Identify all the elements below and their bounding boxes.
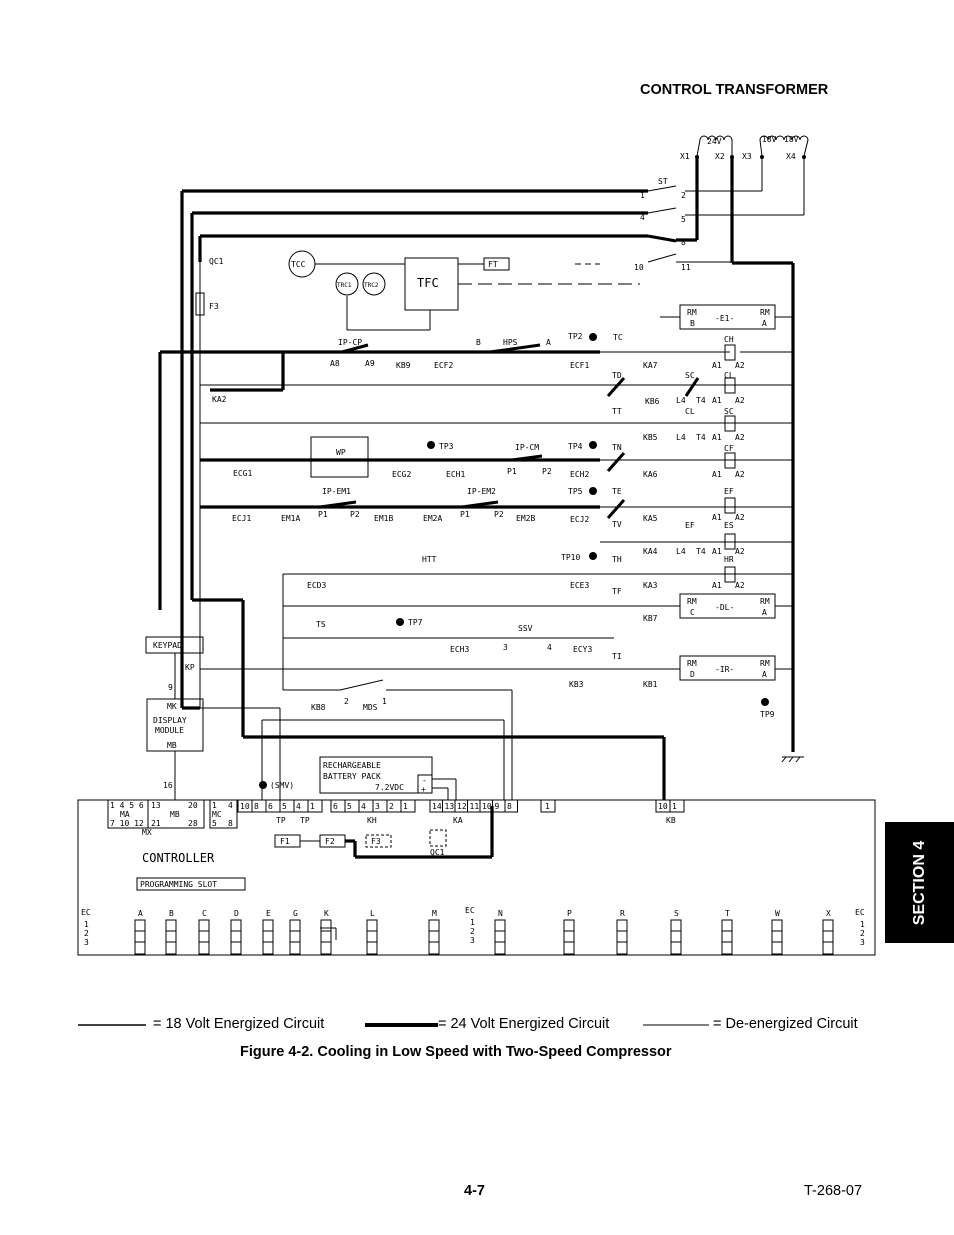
- svg-text:WP: WP: [336, 448, 346, 457]
- svg-text:4: 4: [547, 643, 552, 652]
- svg-text:EC: EC: [855, 908, 865, 917]
- ec-number: 1: [860, 920, 865, 929]
- svg-text:A: A: [762, 670, 767, 679]
- svg-text:IP-EM2: IP-EM2: [467, 487, 496, 496]
- ec-number: 3: [470, 936, 475, 945]
- svg-text:1: 1: [545, 802, 550, 811]
- svg-text:+: +: [421, 785, 426, 794]
- svg-text:2: 2: [344, 697, 349, 706]
- svg-text:TV: TV: [612, 520, 622, 529]
- svg-text:ECE3: ECE3: [570, 581, 590, 590]
- ec-pin-label: N: [498, 909, 503, 918]
- svg-text:TP: TP: [300, 816, 310, 825]
- svg-text:CL: CL: [685, 407, 695, 416]
- svg-text:CL: CL: [724, 371, 734, 380]
- svg-text:ECY3: ECY3: [573, 645, 593, 654]
- svg-text:KB: KB: [666, 816, 676, 825]
- svg-text:TD: TD: [612, 371, 622, 380]
- svg-text:ECH1: ECH1: [446, 470, 466, 479]
- svg-text:(SMV): (SMV): [270, 781, 295, 790]
- legend-18v: = 18 Volt Energized Circuit: [153, 1016, 325, 1032]
- svg-text:T4: T4: [696, 433, 706, 442]
- ec-pin-label: T: [725, 909, 730, 918]
- svg-text:A: A: [762, 608, 767, 617]
- svg-text:CH: CH: [724, 335, 734, 344]
- svg-text:A2: A2: [735, 433, 745, 442]
- ec-number: 1: [84, 920, 89, 929]
- ec-pin-socket: [231, 920, 241, 954]
- svg-text:11: 11: [681, 263, 691, 272]
- rung-4: [233, 437, 745, 479]
- ec-number: 2: [84, 929, 89, 938]
- svg-text:PROGRAMMING SLOT: PROGRAMMING SLOT: [140, 880, 218, 889]
- svg-text:9: 9: [168, 683, 173, 692]
- svg-text:TP4: TP4: [568, 442, 583, 451]
- left-protection: [196, 257, 227, 404]
- ka-pin-label: 10: [482, 802, 492, 811]
- svg-text:TT: TT: [612, 407, 622, 416]
- svg-text:RM: RM: [760, 308, 770, 317]
- svg-text:EM1B: EM1B: [374, 514, 394, 523]
- svg-text:P1: P1: [460, 510, 470, 519]
- svg-text:T4: T4: [696, 547, 706, 556]
- svg-text:2: 2: [681, 191, 686, 200]
- ec-pin-socket: [617, 920, 627, 954]
- controller: [78, 800, 875, 955]
- svg-text:TP5: TP5: [568, 487, 583, 496]
- ec-pin-socket: [823, 920, 833, 954]
- ec-number: 3: [860, 938, 865, 947]
- svg-text:5: 5: [681, 215, 686, 224]
- svg-text:EF: EF: [724, 487, 734, 496]
- document-number: T-268-07: [804, 1183, 863, 1199]
- ec-pin-label: L: [370, 909, 375, 918]
- legend-thin-line-off: [643, 1020, 713, 1030]
- svg-text:MA: MA: [120, 810, 130, 819]
- ec-number: 2: [860, 929, 865, 938]
- svg-text:KA3: KA3: [643, 581, 658, 590]
- svg-text:5: 5: [212, 819, 217, 828]
- svg-text:ECD3: ECD3: [307, 581, 327, 590]
- svg-text:A2: A2: [735, 396, 745, 405]
- svg-text:TP2: TP2: [568, 332, 583, 341]
- svg-text:HPS: HPS: [503, 338, 518, 347]
- svg-text:1: 1: [640, 191, 645, 200]
- ec-pin-label: W: [775, 909, 780, 918]
- svg-text:TH: TH: [612, 555, 622, 564]
- svg-text:ST: ST: [658, 177, 668, 186]
- ec-pin-label: C: [202, 909, 207, 918]
- svg-text:P2: P2: [350, 510, 360, 519]
- svg-text:KB8: KB8: [311, 703, 326, 712]
- svg-text:KA5: KA5: [643, 514, 658, 523]
- diagram-title: CONTROL TRANSFORMER: [640, 82, 829, 98]
- tp-pin-label: 10: [240, 802, 250, 811]
- svg-text:B: B: [690, 319, 695, 328]
- svg-text:A1: A1: [712, 470, 722, 479]
- svg-text:F3: F3: [371, 837, 381, 846]
- ec-pin-socket: [722, 920, 732, 954]
- ground-symbol: [782, 757, 804, 762]
- page-number: 4-7: [464, 1183, 485, 1199]
- svg-text:TP3: TP3: [439, 442, 454, 451]
- ec-pin-socket: [290, 920, 300, 954]
- svg-text:A2: A2: [735, 470, 745, 479]
- ec-pin-label: X: [826, 909, 831, 918]
- control-transformer: [680, 135, 808, 161]
- svg-text:ECJ1: ECJ1: [232, 514, 252, 523]
- svg-text:EC: EC: [465, 906, 475, 915]
- kh-pin-label: 4: [361, 802, 366, 811]
- ec-pin-socket: [166, 920, 176, 954]
- ec-pin-socket: [321, 920, 331, 954]
- svg-text:TI: TI: [612, 652, 622, 661]
- battery-pack: [259, 757, 432, 825]
- svg-text:IP-EM1: IP-EM1: [322, 487, 351, 496]
- svg-text:1: 1: [382, 697, 387, 706]
- svg-text:RM: RM: [687, 308, 697, 317]
- svg-text:P2: P2: [542, 467, 552, 476]
- kh-pin-label: 3: [375, 802, 380, 811]
- svg-text:A1: A1: [712, 547, 722, 556]
- svg-text:ECJ2: ECJ2: [570, 515, 590, 524]
- ec-pin-label: E: [266, 909, 271, 918]
- svg-text:TP: TP: [276, 816, 286, 825]
- kh-pin-label: 2: [389, 802, 394, 811]
- ec-number: 3: [84, 938, 89, 947]
- svg-text:ECG1: ECG1: [233, 469, 253, 478]
- svg-text:RM: RM: [687, 597, 697, 606]
- svg-text:A2: A2: [735, 361, 745, 370]
- svg-text:7.2VDC: 7.2VDC: [375, 783, 404, 792]
- legend-deenergized: = De-energized Circuit: [713, 1016, 858, 1032]
- svg-text:KB7: KB7: [643, 614, 658, 623]
- svg-text:A1: A1: [712, 396, 722, 405]
- kh-pin-label: 1: [403, 802, 408, 811]
- svg-text:KA: KA: [453, 816, 463, 825]
- svg-text:20: 20: [188, 801, 198, 810]
- svg-text:CF: CF: [724, 444, 734, 453]
- svg-text:D: D: [690, 670, 695, 679]
- svg-text:KA4: KA4: [643, 547, 658, 556]
- tp-pin-label: 6: [268, 802, 273, 811]
- ec-pin-socket: [429, 920, 439, 954]
- svg-text:1: 1: [212, 801, 217, 810]
- legend-24v: = 24 Volt Energized Circuit: [438, 1016, 610, 1032]
- svg-text:EM2B: EM2B: [516, 514, 536, 523]
- ec-pin-socket: [199, 920, 209, 954]
- top-sensors: [289, 251, 640, 330]
- svg-text:MODULE: MODULE: [155, 726, 184, 735]
- ec-number: 2: [470, 927, 475, 936]
- svg-text:16: 16: [163, 781, 173, 790]
- svg-text:MDS: MDS: [363, 703, 378, 712]
- svg-text:ES: ES: [724, 521, 734, 530]
- svg-text:SC: SC: [724, 407, 734, 416]
- svg-text:QC1: QC1: [209, 257, 224, 266]
- svg-text:A1: A1: [712, 513, 722, 522]
- ec-pin-socket: [671, 920, 681, 954]
- xfmr-x4: X4: [786, 152, 796, 161]
- svg-text:21: 21: [151, 819, 161, 828]
- kb-pin-label: 10: [658, 802, 668, 811]
- legend-thin-line: [78, 1020, 148, 1030]
- svg-text:P2: P2: [494, 510, 504, 519]
- svg-text:QC1: QC1: [430, 848, 445, 857]
- tp-pin-label: 4: [296, 802, 301, 811]
- svg-text:8: 8: [681, 238, 686, 247]
- svg-text:1 4 5 6: 1 4 5 6: [110, 801, 144, 810]
- svg-text:EM1A: EM1A: [281, 514, 301, 523]
- svg-text:BATTERY PACK: BATTERY PACK: [323, 772, 381, 781]
- svg-text:A2: A2: [735, 581, 745, 590]
- ec-pin-label: K: [324, 909, 329, 918]
- ec-pin-label: P: [567, 909, 572, 918]
- svg-text:4: 4: [228, 801, 233, 810]
- svg-text:HR: HR: [724, 555, 734, 564]
- svg-text:8: 8: [228, 819, 233, 828]
- svg-text:MB: MB: [167, 741, 177, 750]
- svg-text:T4: T4: [696, 396, 706, 405]
- svg-text:A1: A1: [712, 581, 722, 590]
- tp-pin-label: 5: [282, 802, 287, 811]
- svg-text:ECH2: ECH2: [570, 470, 590, 479]
- ec-pin-label: G: [293, 909, 298, 918]
- svg-text:ECG2: ECG2: [392, 470, 412, 479]
- kh-pin-label: 5: [347, 802, 352, 811]
- kb-pin-label: 1: [672, 802, 677, 811]
- xfmr-18v-label-b: 18V: [784, 135, 799, 144]
- figure-caption: Figure 4-2. Cooling in Low Speed with Two-Speed Compressor: [240, 1044, 672, 1060]
- svg-text:F2: F2: [325, 837, 335, 846]
- ec-pin-label: B: [169, 909, 174, 918]
- svg-text:4: 4: [640, 213, 645, 222]
- kh-pin-label: 6: [333, 802, 338, 811]
- svg-text:KB6: KB6: [645, 397, 660, 406]
- rung-8: [612, 587, 775, 623]
- svg-text:B: B: [476, 338, 481, 347]
- svg-text:3: 3: [503, 643, 508, 652]
- rung-6: [612, 520, 745, 556]
- svg-text:A2: A2: [735, 513, 745, 522]
- svg-text:P1: P1: [507, 467, 517, 476]
- ec-pin-label: R: [620, 909, 625, 918]
- svg-text:C: C: [690, 608, 695, 617]
- svg-text:KP: KP: [185, 663, 195, 672]
- svg-text:MB: MB: [170, 810, 180, 819]
- svg-text:RM: RM: [760, 597, 770, 606]
- svg-text:7 10 12: 7 10 12: [110, 819, 144, 828]
- svg-text:P1: P1: [318, 510, 328, 519]
- svg-text:F1: F1: [280, 837, 290, 846]
- legend-thick-line: [365, 1020, 440, 1030]
- svg-text:-IR-: -IR-: [715, 665, 735, 674]
- svg-text:TF: TF: [612, 587, 622, 596]
- svg-text:RM: RM: [760, 659, 770, 668]
- ka-pin-label: 12: [457, 802, 467, 811]
- svg-text:EM2A: EM2A: [423, 514, 443, 523]
- svg-text:-E1-: -E1-: [715, 314, 735, 323]
- svg-text:EC: EC: [81, 908, 91, 917]
- ec-pin-label: M: [432, 909, 437, 918]
- svg-text:TP7: TP7: [408, 618, 423, 627]
- svg-text:TE: TE: [612, 487, 622, 496]
- svg-text:MC: MC: [212, 810, 222, 819]
- svg-text:ECH3: ECH3: [450, 645, 470, 654]
- rung-2: [608, 371, 745, 406]
- xfmr-18v-label-a: 18V: [762, 135, 777, 144]
- svg-text:KB3: KB3: [569, 680, 584, 689]
- svg-text:L4: L4: [676, 396, 686, 405]
- ec-pin-label: S: [674, 909, 679, 918]
- ec-pin-socket: [564, 920, 574, 954]
- svg-text:A: A: [546, 338, 551, 347]
- ec-pin-socket: [135, 920, 145, 954]
- svg-text:DISPLAY: DISPLAY: [153, 716, 187, 725]
- rung-3: [612, 407, 745, 442]
- svg-text:TC: TC: [613, 333, 623, 342]
- svg-text:SSV: SSV: [518, 624, 533, 633]
- rung-11: [311, 697, 387, 712]
- rung-10: [569, 652, 775, 689]
- tp9-label: TP9: [760, 710, 775, 719]
- svg-text:ECF2: ECF2: [434, 361, 454, 370]
- svg-text:HTT: HTT: [422, 555, 437, 564]
- svg-text:TCC: TCC: [291, 260, 306, 269]
- ec-pin-socket: [495, 920, 505, 954]
- svg-text:TP10: TP10: [561, 553, 581, 562]
- svg-text:KA7: KA7: [643, 361, 658, 370]
- svg-text:28: 28: [188, 819, 198, 828]
- svg-text:CONTROLLER: CONTROLLER: [142, 851, 215, 865]
- ec-pin-socket: [367, 920, 377, 954]
- xfmr-24v-label: 24V: [707, 137, 722, 146]
- svg-text:A9: A9: [365, 359, 375, 368]
- xfmr-x2: X2: [715, 152, 725, 161]
- ka-pin-label: 14: [432, 802, 442, 811]
- svg-text:A1: A1: [712, 433, 722, 442]
- svg-text:IP-CM: IP-CM: [515, 443, 540, 452]
- ec-pin-label: A: [138, 909, 143, 918]
- svg-text:TFC: TFC: [417, 276, 439, 290]
- svg-text:KB9: KB9: [396, 361, 411, 370]
- svg-text:KA6: KA6: [643, 470, 658, 479]
- svg-text:L4: L4: [676, 433, 686, 442]
- svg-text:KA2: KA2: [212, 395, 227, 404]
- svg-text:KEYPAD: KEYPAD: [153, 641, 182, 650]
- ka-pin-label: 13: [444, 802, 455, 811]
- svg-text:KH: KH: [367, 816, 377, 825]
- svg-text:ECF1: ECF1: [570, 361, 590, 370]
- svg-text:RECHARGEABLE: RECHARGEABLE: [323, 761, 381, 770]
- svg-text:KB1: KB1: [643, 680, 658, 689]
- rung-7: [307, 552, 745, 590]
- tp-pin-label: 1: [310, 802, 315, 811]
- svg-text:RM: RM: [687, 659, 697, 668]
- tp-pin-label: 8: [254, 802, 259, 811]
- section-tab-label: SECTION 4: [910, 840, 928, 925]
- svg-text:FT: FT: [488, 260, 498, 269]
- svg-text:TRC2: TRC2: [364, 282, 379, 289]
- svg-text:13: 13: [151, 801, 161, 810]
- svg-text:-DL-: -DL-: [715, 603, 735, 612]
- svg-text:IP-CP: IP-CP: [338, 338, 363, 347]
- svg-text:TS: TS: [316, 620, 326, 629]
- svg-text:F3: F3: [209, 302, 219, 311]
- xfmr-x3: X3: [742, 152, 752, 161]
- svg-text:-: -: [422, 776, 427, 785]
- svg-text:MX: MX: [142, 828, 152, 837]
- svg-text:SC: SC: [685, 371, 695, 380]
- ec-pin-socket: [772, 920, 782, 954]
- svg-text:KB5: KB5: [643, 433, 658, 442]
- rm-coil-b-a: [680, 305, 775, 329]
- xfmr-x1: X1: [680, 152, 690, 161]
- svg-text:10: 10: [634, 263, 644, 272]
- svg-text:TN: TN: [612, 443, 622, 452]
- ka-pin-label: 11: [469, 802, 480, 811]
- ka-pin-label: 9: [494, 802, 500, 811]
- svg-text:EF: EF: [685, 521, 695, 530]
- svg-text:TRC1: TRC1: [337, 282, 352, 289]
- ka-pin-label: 8: [507, 802, 512, 811]
- svg-text:MK: MK: [167, 702, 177, 711]
- ec-pin-socket: [263, 920, 273, 954]
- ec-number: 1: [470, 918, 475, 927]
- svg-text:A8: A8: [330, 359, 340, 368]
- svg-text:A2: A2: [735, 547, 745, 556]
- svg-text:A1: A1: [712, 361, 722, 370]
- svg-text:L4: L4: [676, 547, 686, 556]
- ec-pin-label: D: [234, 909, 239, 918]
- svg-text:A: A: [762, 319, 767, 328]
- rung-9: [316, 618, 592, 654]
